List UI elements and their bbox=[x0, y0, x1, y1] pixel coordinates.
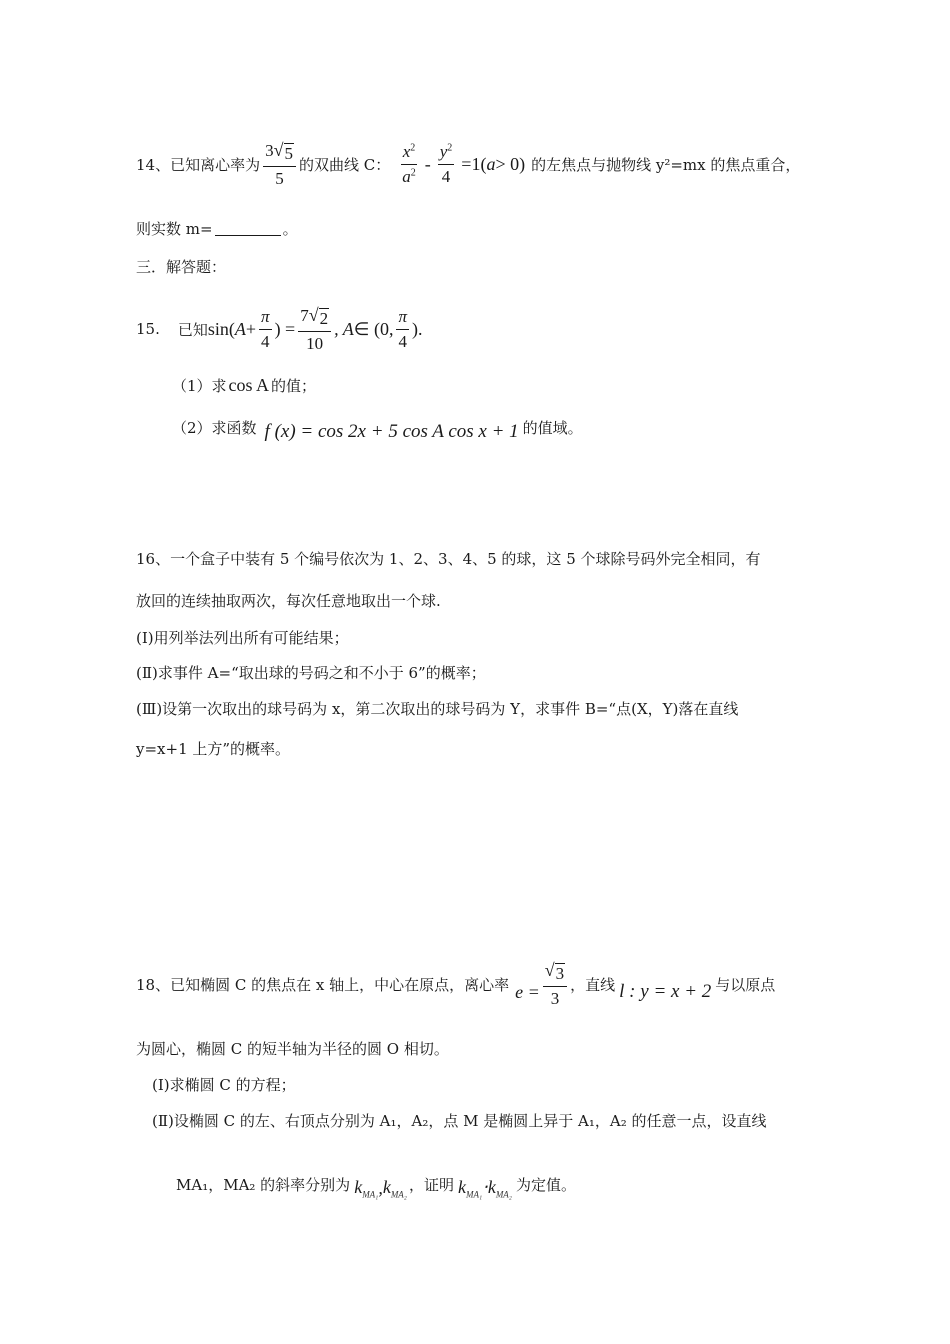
slope-k2: $k_{MA_2}$ bbox=[382, 1176, 407, 1200]
slope-k1: $k_{MA_1}$ bbox=[354, 1176, 379, 1200]
q15-line1 bbox=[136, 300, 423, 358]
q14-text-e: 。 bbox=[282, 219, 298, 238]
q14-text-c: 的左焦点与抛物线 y²=mx 的焦点重合， bbox=[531, 155, 801, 174]
q15-number: 15. bbox=[136, 320, 160, 338]
q14-line1 bbox=[136, 136, 800, 192]
q14-text-b: 的双曲线 C： bbox=[299, 155, 391, 174]
q15-condition-equation: sin( A + $\frac{\pi}{4}$ ) = 7 √ 2 10 , A ∈ (0, $\frac{\pi}{4}$ ). bbox=[207, 304, 423, 353]
section-heading: 三．解答题： bbox=[136, 257, 227, 276]
function-expression: f (x) = cos 2x + 5 cos A cos x + 1 bbox=[264, 421, 519, 442]
q16-part1: (Ⅰ)用列举法列出所有可能结果； bbox=[136, 628, 349, 647]
q18-part3: MA₁，MA₂ 的斜率分别为 $k_{MA_1}$ , $k_{MA_2}$ ，证明 $k_{MA_1}\cdot k_{MA_2}$ 为定值。 bbox=[176, 1175, 576, 1200]
q14-eccentricity-fraction: 3 √ 5 5 bbox=[263, 140, 296, 188]
q16-part2: (Ⅱ)求事件 A=“取出球的号码之和不小于 6”的概率； bbox=[136, 663, 486, 682]
q15-part1: （1）求 cos A 的值； bbox=[172, 374, 317, 395]
q14-text-a: 已知离心率为 bbox=[170, 155, 261, 174]
q14-number: 14、 bbox=[136, 155, 171, 174]
eccentricity-equation: e = √ 3 3 bbox=[515, 960, 570, 1008]
answer-blank bbox=[215, 221, 281, 236]
q18-part1: (Ⅰ)求椭圆 C 的方程； bbox=[152, 1075, 296, 1094]
q18-line2: 为圆心，椭圆 C 的短半轴为半径的圆 O 相切。 bbox=[136, 1039, 449, 1058]
slope-product: $k_{MA_1}\cdot k_{MA_2}$ bbox=[457, 1176, 512, 1200]
line-equation: l : y = x + 2 bbox=[619, 981, 712, 1002]
q18-part2: (Ⅱ)设椭圆 C 的左、右顶点分别为 A₁，A₂，点 M 是椭圆上异于 A₁，A₂ 的任意一点，设直线 bbox=[152, 1111, 767, 1130]
q14-hyperbola-equation: $\frac{x^2}{a^2}$ - $\frac{y^2}{4}$ =1( a > 0) bbox=[402, 141, 526, 186]
q16-part3: (Ⅲ)设第一次取出的球号码为 x，第二次取出的球号码为 Y，求事件 B=“点(X，Y)落在直线 bbox=[136, 699, 739, 718]
q15-known: 已知 bbox=[177, 320, 208, 339]
cos-a-expression: cos A bbox=[228, 374, 270, 395]
q14-line2 bbox=[136, 216, 298, 240]
q15-part2: （2）求函数 f (x) = cos 2x + 5 cos A cos x + 1 的值域。 bbox=[172, 418, 583, 442]
q14-text-d: 则实数 m= bbox=[136, 219, 213, 238]
q18-line1: 18、已知椭圆 C 的焦点在 x 轴上，中心在原点，离心率 e = √ 3 3 ，直线 l : y = x + 2 与以原点 bbox=[136, 959, 776, 1008]
q16-part3-cont: y=x+1 上方”的概率。 bbox=[136, 739, 291, 758]
q16-line2: 放回的连续抽取两次，每次任意地取出一个球. bbox=[136, 591, 441, 610]
q16-line1: 16、一个盒子中装有 5 个编号依次为 1、2、3、4、5 的球，这 5 个球除号码外完全相同，有 bbox=[136, 549, 761, 568]
